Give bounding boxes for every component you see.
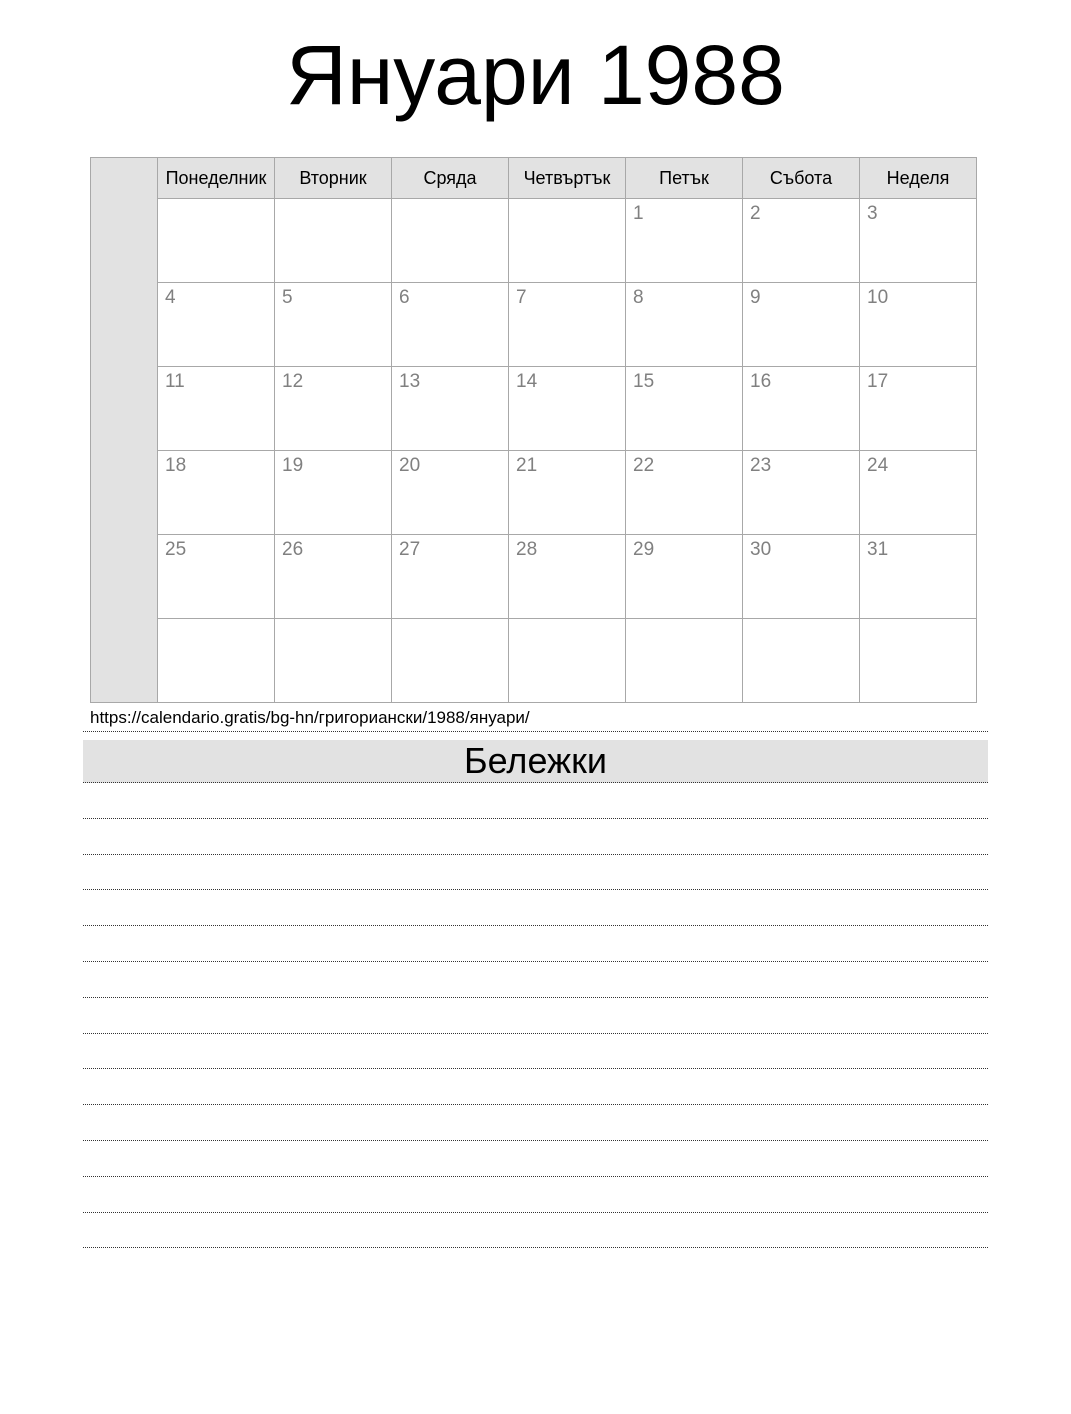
day-cell-7: 7 [509, 283, 626, 367]
calendar-table [90, 157, 977, 703]
day-header-4: Четвъртък [509, 158, 626, 199]
day-cell-empty [392, 199, 509, 283]
note-line [83, 1034, 988, 1070]
note-line [83, 1105, 988, 1141]
day-cell-25: 25 [158, 535, 275, 619]
note-line [83, 783, 988, 819]
day-cell-12: 12 [275, 367, 392, 451]
day-cell-27: 27 [392, 535, 509, 619]
notes-top-separator [83, 731, 988, 732]
note-line [83, 1141, 988, 1177]
day-cell-28: 28 [509, 535, 626, 619]
day-cell-17: 17 [860, 367, 977, 451]
day-cell-2: 2 [743, 199, 860, 283]
day-cell-30: 30 [743, 535, 860, 619]
day-cell-15: 15 [626, 367, 743, 451]
day-cell-29: 29 [626, 535, 743, 619]
calendar-week-row [91, 619, 977, 703]
note-line [83, 926, 988, 962]
note-line [83, 1177, 988, 1213]
calendar-week-row [91, 451, 977, 535]
day-cell-5: 5 [275, 283, 392, 367]
calendar-table-body [91, 158, 977, 703]
day-cell-3: 3 [860, 199, 977, 283]
day-cell-empty [509, 619, 626, 703]
calendar-week-row [91, 367, 977, 451]
notes-lines [83, 783, 988, 1248]
day-cell-13: 13 [392, 367, 509, 451]
day-header-6: Събота [743, 158, 860, 199]
day-cell-20: 20 [392, 451, 509, 535]
day-cell-18: 18 [158, 451, 275, 535]
note-line [83, 819, 988, 855]
notes-section [83, 731, 988, 1248]
day-cell-19: 19 [275, 451, 392, 535]
day-cell-empty [275, 199, 392, 283]
note-line [83, 855, 988, 891]
day-cell-9: 9 [743, 283, 860, 367]
day-cell-empty [158, 619, 275, 703]
day-cell-4: 4 [158, 283, 275, 367]
day-cell-21: 21 [509, 451, 626, 535]
day-cell-empty [392, 619, 509, 703]
day-cell-empty [860, 619, 977, 703]
day-cell-24: 24 [860, 451, 977, 535]
day-header-7: Неделя [860, 158, 977, 199]
day-header-5: Петък [626, 158, 743, 199]
week-gutter-column [91, 158, 158, 703]
day-cell-empty [158, 199, 275, 283]
day-header-2: Вторник [275, 158, 392, 199]
day-cell-empty [743, 619, 860, 703]
day-cell-16: 16 [743, 367, 860, 451]
calendar-week-row [91, 199, 977, 283]
note-line [83, 1069, 988, 1105]
calendar-week-row [91, 535, 977, 619]
day-cell-6: 6 [392, 283, 509, 367]
day-cell-empty [626, 619, 743, 703]
notes-heading: Бележки [83, 740, 988, 783]
day-cell-10: 10 [860, 283, 977, 367]
calendar-header-row [91, 158, 977, 199]
day-cell-31: 31 [860, 535, 977, 619]
day-cell-empty [275, 619, 392, 703]
day-cell-14: 14 [509, 367, 626, 451]
source-url-text: https://calendario.gratis/bg-hn/григориански/1988/януари/ [90, 708, 530, 727]
day-cell-22: 22 [626, 451, 743, 535]
note-line [83, 890, 988, 926]
page-title: Януари 1988 [286, 28, 785, 122]
calendar-page [0, 28, 1071, 1248]
day-cell-empty [509, 199, 626, 283]
day-cell-11: 11 [158, 367, 275, 451]
day-header-3: Сряда [392, 158, 509, 199]
note-line [83, 1213, 988, 1249]
calendar-week-row [91, 283, 977, 367]
day-cell-23: 23 [743, 451, 860, 535]
day-cell-8: 8 [626, 283, 743, 367]
day-cell-26: 26 [275, 535, 392, 619]
note-line [83, 998, 988, 1034]
day-header-1: Понеделник [158, 158, 275, 199]
note-line [83, 962, 988, 998]
day-cell-1: 1 [626, 199, 743, 283]
